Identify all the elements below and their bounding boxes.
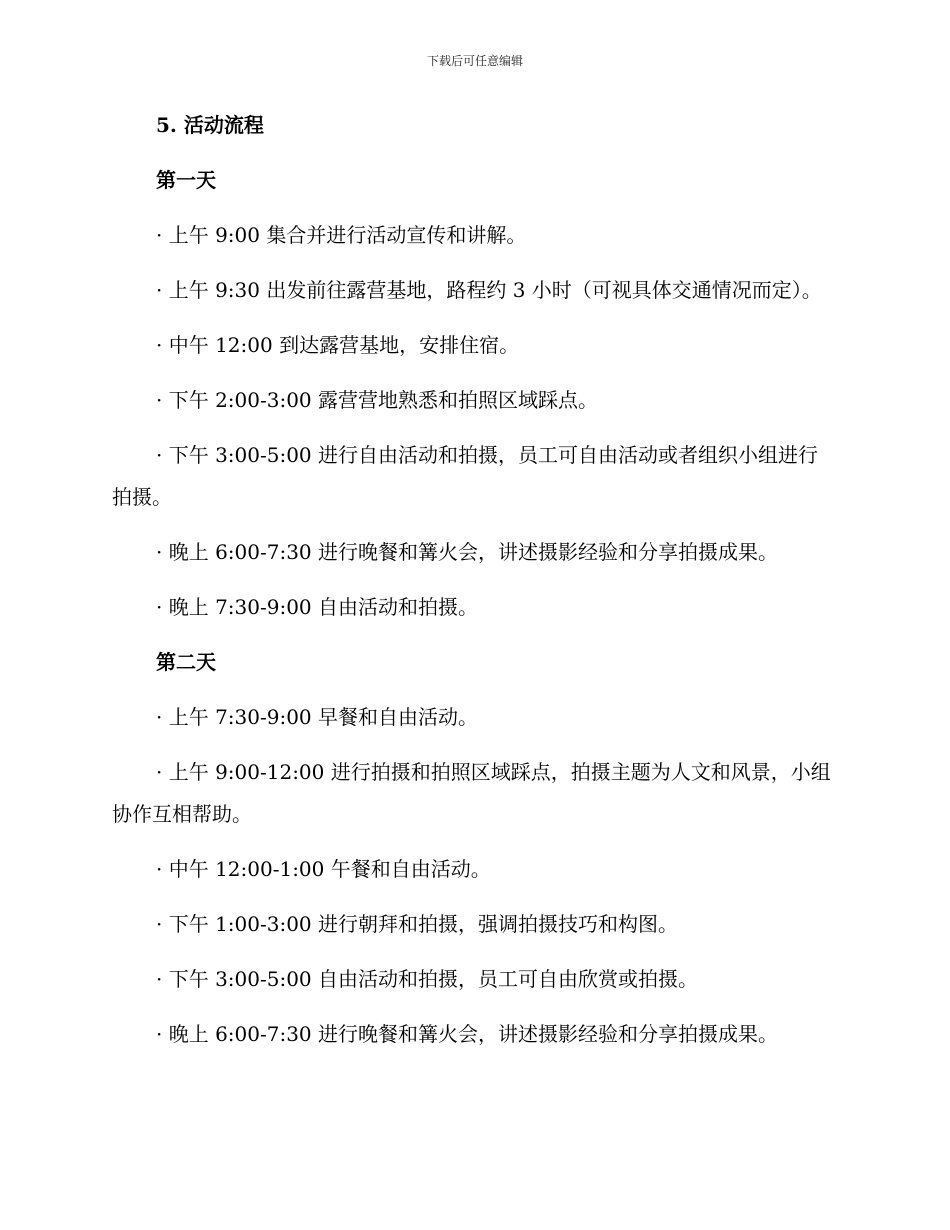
document-body [112, 110, 832, 1074]
day-two-item: · 下午 1:00-3:00 进行朝拜和拍摄，强调拍摄技巧和构图。 [156, 912, 679, 936]
day-one-item: · 下午 2:00-3:00 露营营地熟悉和拍照区域踩点。 [156, 388, 599, 412]
day-one-item: · 上午 9:00 集合并进行活动宣传和讲解。 [156, 223, 527, 247]
section-title: 5. 活动流程 [156, 113, 264, 137]
day-one-item: · 上午 9:30 出发前往露营基地，路程约 3 小时（可视具体交通情况而定）。 [156, 278, 822, 302]
day-one-title: 第一天 [156, 168, 216, 192]
day-one-item: · 晚上 7:30-9:00 自由活动和拍摄。 [156, 595, 479, 619]
day-two-item: · 上午 7:30-9:00 早餐和自由活动。 [156, 705, 479, 729]
day-two-item: · 上午 9:00-12:00 进行拍摄和拍照区域踩点，拍摄主题为人文和风景，小组协作互相帮助。 [112, 760, 831, 826]
day-one-item: · 晚上 6:00-7:30 进行晚餐和篝火会，讲述摄影经验和分享拍摄成果。 [156, 540, 779, 564]
day-two-title: 第二天 [156, 650, 216, 674]
header-note: 下载后可任意编辑 [426, 54, 523, 68]
day-two-item: · 中午 12:00-1:00 午餐和自由活动。 [156, 857, 491, 881]
day-one-item: · 中午 12:00 到达露营基地，安排住宿。 [156, 333, 520, 357]
day-two-item: · 下午 3:00-5:00 自由活动和拍摄，员工可自由欣赏或拍摄。 [156, 967, 699, 991]
day-one-item: · 下午 3:00-5:00 进行自由活动和拍摄，员工可自由活动或者组织小组进行拍摄。 [112, 443, 819, 509]
day-two-item: · 晚上 6:00-7:30 进行晚餐和篝火会，讲述摄影经验和分享拍摄成果。 [156, 1022, 779, 1046]
